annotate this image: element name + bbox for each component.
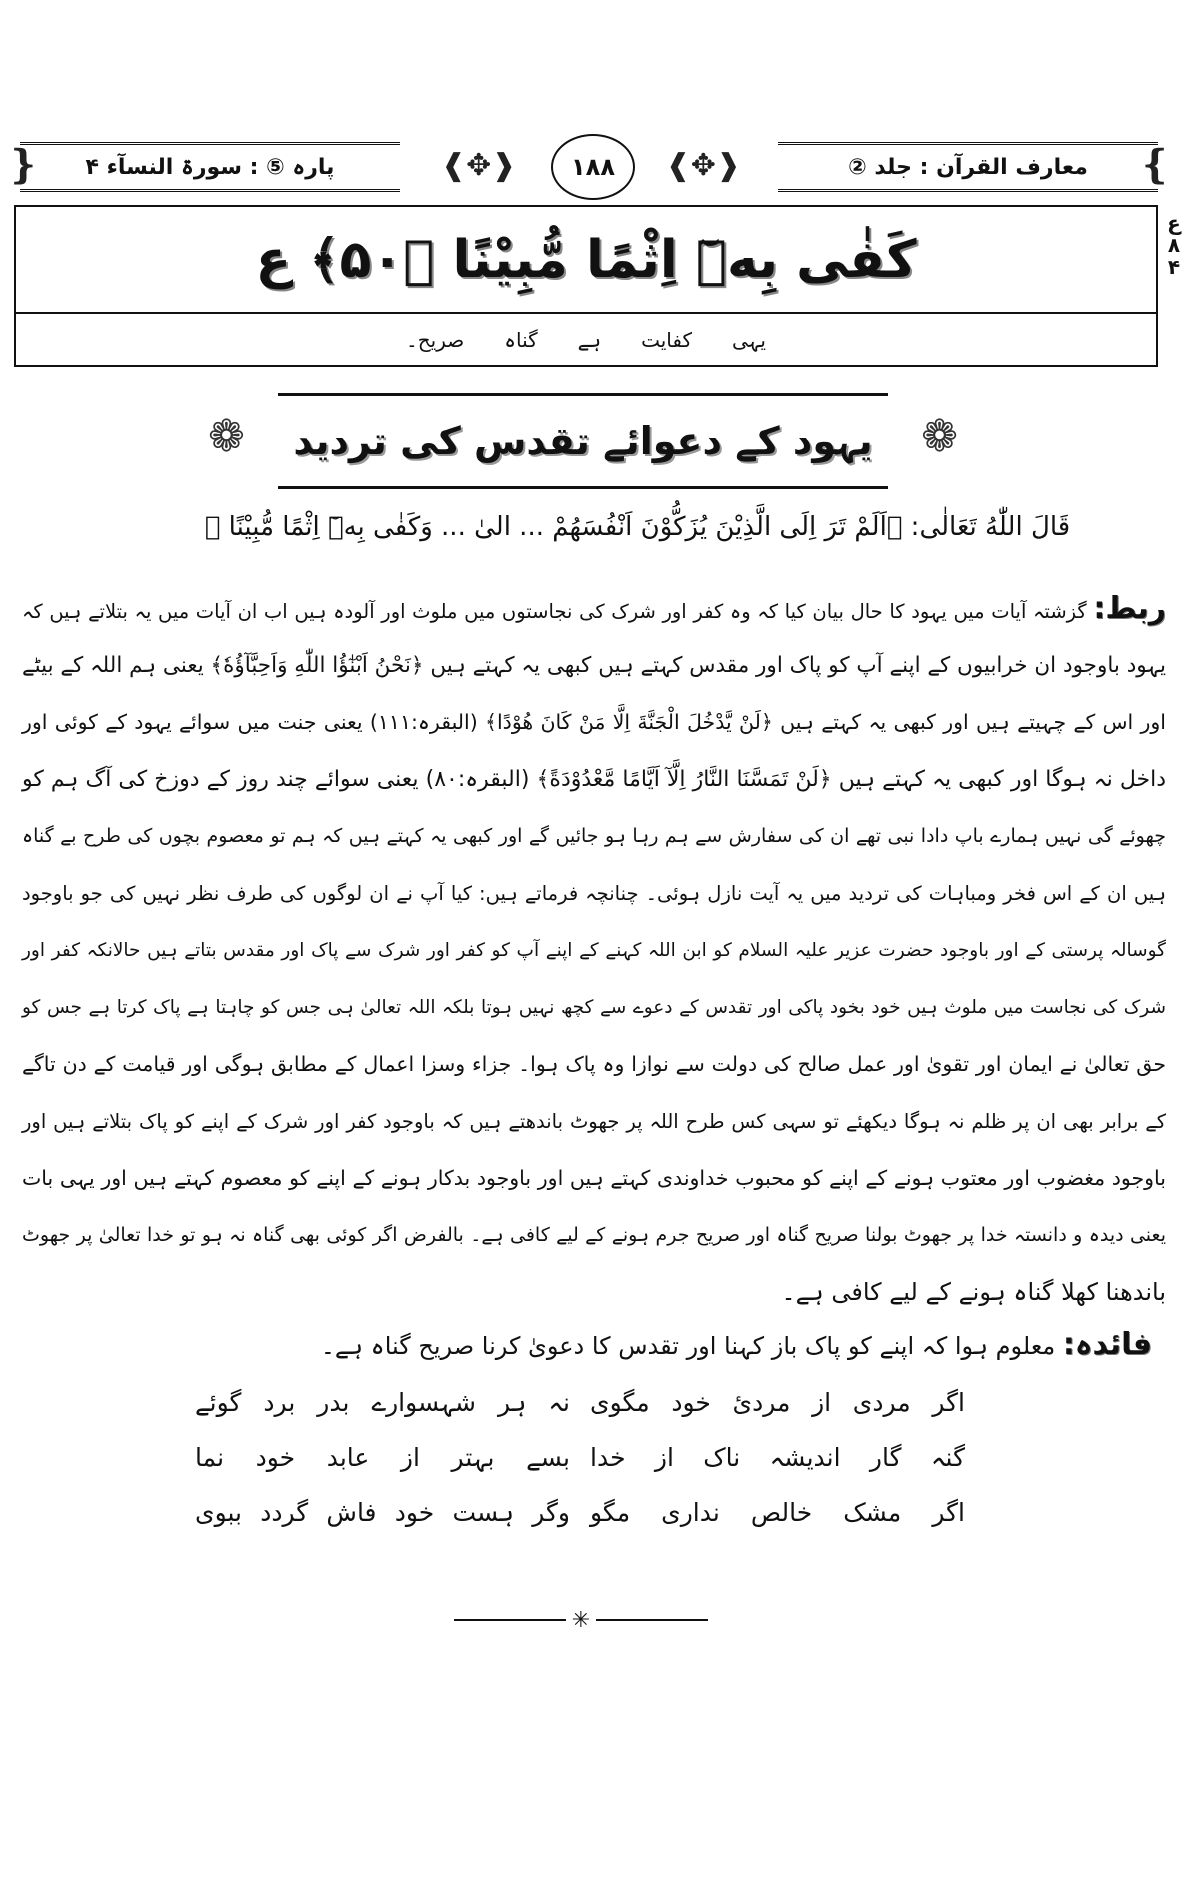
hemistich: گنہ گار اندیشہ ناک از خدا [590, 1443, 965, 1472]
text-line: ہیں ان کے اس فخر ومباہات کی تردید میں یہ آیت نازل ہوئی۔ چنانچہ فرماتے ہیں: کیا آپ نے ان لوگوں کی طرف نظر نہیں کی جو باوجود [22, 882, 1166, 905]
divider-line [596, 1619, 708, 1621]
faida-label: فائدہ: [1062, 1327, 1152, 1362]
ruku-letter: ع [1167, 211, 1181, 235]
verse-box [14, 205, 1158, 367]
hemistich: اگر مردی از مردیٔ خود مگوی [590, 1388, 965, 1417]
text-line: داخل نہ ہوگا اور کبھی یہ کہتے ہیں ﴿لَنْ تَمَسَّنَا النَّارُ اِلَّآ اَيَّامًا مَّعْدُوْدَةً﴾ (البقرہ:۸۰) یعنی سوائے چند روز کے دوزخ کی آگ ہم کو [22, 767, 1167, 792]
faida-text: معلوم ہوا کہ اپنے کو پاک باز کہنا اور تقدس کا دعویٰ کرنا صریح گناہ ہے۔ [320, 1332, 1056, 1360]
hemistich: بسے بہتر از عابد خود نما [195, 1443, 570, 1472]
translation-word: یہی [732, 327, 766, 352]
translation-word: صریح۔ [406, 327, 465, 352]
text-line: گوسالہ پرستی کے اور باوجود حضرت عزیر علیہ السلام کو ابن اللہ کہنے کے اپنے آپ کو کفر اور شرک سے پاک اور مقدس بتاتے ہیں حالانکہ کفر اور [22, 940, 1166, 961]
text-line: اور اس کے چہیتے ہیں اور کبھی یہ کہتے ہیں ﴿لَنْ يَّدْخُلَ الْجَنَّةَ اِلَّا مَنْ كَانَ هُوْدًا﴾ (البقرہ:۱۱۱) یعنی جنت میں سوائے یہود کے کوئی اور [22, 710, 1166, 734]
qala-verse-reference: قَالَ اللّٰهُ تَعَالٰى: ﴿اَلَمْ تَرَ اِلَى الَّذِيْنَ يُزَكُّوْنَ اَنْفُسَهُمْ ... الیٰ ... وَكَفٰى بِهٖٓ اِثْمًا مُّبِيْنًا ﴾ [204, 512, 1071, 542]
persian-poem [185, 1375, 975, 1540]
text-line: حق تعالیٰ نے ایمان اور تقویٰ اور عمل صالح کی دولت سے نوازا وہ پاک ہوا۔ جزاء وسزا اعمال کے مطابق ہوگی اور قیامت کے دن تاگے [22, 1052, 1166, 1076]
ornament-icon: ❰✥❱ [665, 147, 741, 183]
text-line: یہود باوجود ان خرابیوں کے اپنے آپ کو پاک اور مقدس کہتے ہیں کبھی یہ کہتے ہیں ﴿نَحْنُ اَبْنٰٓؤُا اللّٰهِ وَاَحِبَّآؤُهٗ﴾ یعنی ہم اللہ کے بیٹے [22, 653, 1166, 678]
text-line: باوجود مغضوب اور معتوب ہونے کے اپنے کو محبوب خداوندی کہتے ہیں اور باوجود بدکار ہونے کے اپنے کو معصوم کہتے ہیں اور یہی بات [22, 1166, 1166, 1190]
poem-couplet [185, 1430, 975, 1485]
text-line: باندھنا کھلا گناہ ہونے کے لیے کافی ہے۔ [781, 1278, 1166, 1306]
section-title: یہود کے دعوائے تقدس کی تردید [278, 393, 888, 489]
ornament-icon: ❵ [6, 142, 40, 188]
para-surah: پارہ ⑤ : سورۃ النسآء ۴ [20, 142, 400, 192]
divider-line [454, 1619, 566, 1621]
section-title-cartouche [208, 393, 958, 489]
hemistich: نہ ہر شہسوارے بدر برد گوئے [195, 1388, 570, 1417]
translation-word: کفایت [641, 327, 692, 352]
asterisk-icon: ✳ [571, 1607, 591, 1633]
text-span: گزشتہ آیات میں یہود کا حال بیان کیا کہ وہ کفر اور شرک کی نجاستوں میں ملوث اور آلودہ ہیں اب ان آیات میں یہ بتلاتے ہیں کہ [22, 600, 1087, 623]
faida-note [22, 1320, 1152, 1370]
ruku-number: ۴ [1167, 255, 1181, 279]
running-header [6, 138, 1172, 192]
translation-word: گناہ [504, 327, 538, 352]
body-text [22, 580, 1166, 1321]
text-line: یعنی دیدہ و دانستہ خدا پر جھوٹ بولنا صریح گناہ اور صریح جرم ہونے کے لیے کافی ہے۔ بالفرض اگر کوئی بھی گناہ نہ ہو تو خدا تعالیٰ پر جھوٹ [22, 1224, 1166, 1246]
text-line: کے برابر بھی ان پر ظلم نہ ہوگا دیکھئے تو سہی کس طرح اللہ پر جھوٹ باندھتے ہیں کہ باوجود کفر اور شرک کے اپنے کو پاک بتلاتے ہیں اور [22, 1110, 1166, 1133]
hemistich: اگر مشک خالص نداری مگو [590, 1498, 965, 1527]
rabt-label: ربط: [1093, 591, 1166, 626]
text-line [22, 580, 1166, 637]
ruku-number: ۸ [1167, 233, 1181, 257]
hemistich: وگر ہست خود فاش گردد ببوی [195, 1498, 570, 1527]
poem-couplet [185, 1485, 975, 1540]
text-line: شرک کی نجاست میں ملوث ہیں خود بخود پاکی اور تقدس کے دعوے سے کچھ نہیں ہوتا بلکہ اللہ تعالیٰ ہی جس کو چاہتا ہے پاک کرتا ہے جس کو [22, 997, 1166, 1018]
verse-arabic: كَفٰى بِهٖٓ اِثْمًا مُّبِيْنًا ﴿۵۰﴾ ع [16, 207, 1156, 314]
end-divider [454, 1605, 708, 1635]
ornament-icon: ❴ [1138, 142, 1172, 188]
page-number: ۱۸۸ [551, 134, 635, 200]
book-title: معارف القرآن : جلد ② [778, 142, 1158, 192]
poem-couplet [185, 1375, 975, 1430]
verse-translation [16, 314, 1156, 365]
ornament-icon: ❰✥❱ [441, 147, 517, 183]
translation-word: ہے [577, 327, 602, 352]
ruku-marker [1160, 212, 1188, 278]
text-line: چھوئے گی نہیں ہمارے باپ دادا نبی تھے ان کی سفارش سے ہم رہا ہو جائیں گے اور کبھی یہ کہتے ہیں کہ ہم تو معصوم بچوں کی طرح بے گناہ [22, 825, 1166, 847]
floral-ornament-icon: ❁ [921, 411, 958, 462]
floral-ornament-icon: ❁ [208, 411, 245, 462]
